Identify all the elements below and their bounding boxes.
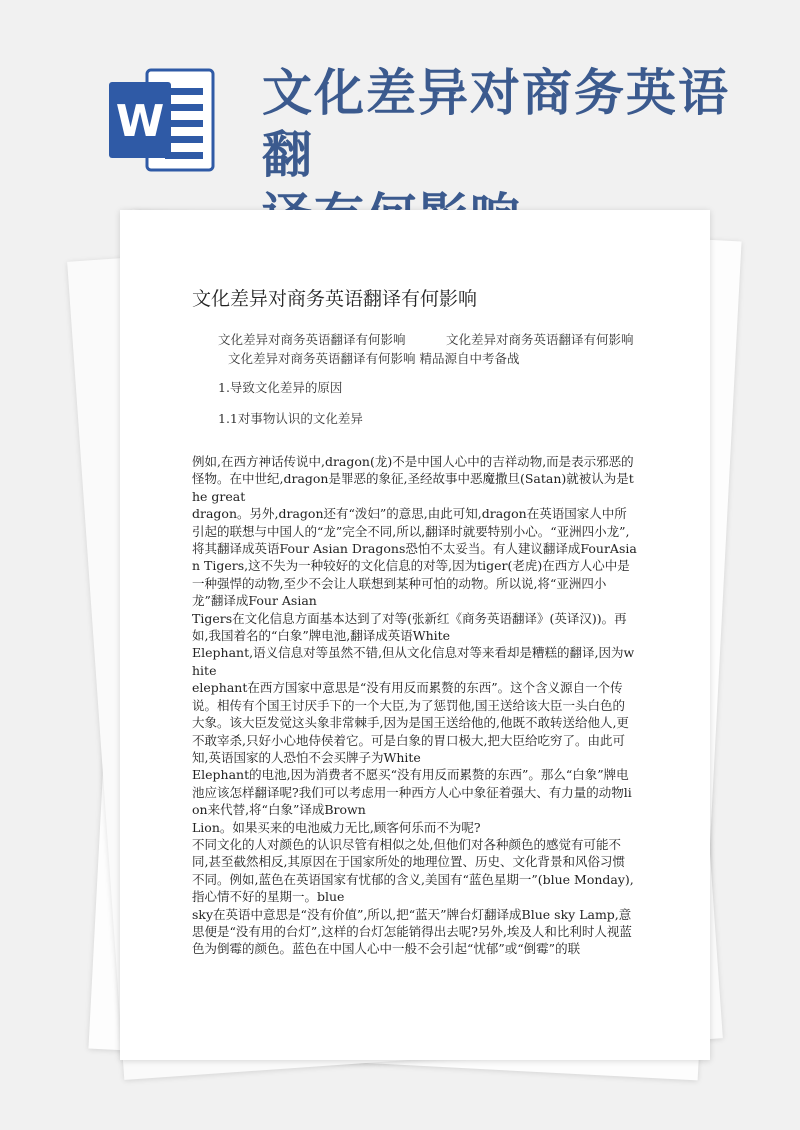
- paragraph: Elephant的电池,因为消费者不愿买“没有用反而累赘的东西”。那么“白象”牌电池应该怎样翻译呢?我们可以考虑用一种西方人心中象征着强大、有力量的动物lion来代替,将“白象”译成Brown: [192, 767, 632, 818]
- paragraph: 例如,在西方神话传说中,dragon(龙)不是中国人心中的吉祥动物,而是表示邪恶的怪物。在中世纪,dragon是罪恶的象征,圣经故事中恶魔撒旦(Satan)就被认为是the great: [192, 454, 634, 504]
- paragraph: 不同文化的人对颜色的认识尽管有相似之处,但他们对各种颜色的感觉有可能不同,甚至截然相反,其原因在于国家所处的地理位置、历史、文化背景和风俗习惯不同。例如,蓝色在英语国家有忧郁的含义,美国有“蓝色星期一”(blue Monday),指心情不好的星期一。blue: [192, 836, 634, 905]
- paragraph: sky在英语中意思是“没有价值”,所以,把“蓝天”牌台灯翻译成Blue sky Lamp,意思便是“没有用的台灯”,这样的台灯怎能销得出去呢?另外,埃及人和比利时人视蓝色为倒霉的颜色。蓝色在中国人心中一般不会引起“忧郁”或“倒霉”的联: [192, 906, 632, 957]
- document-title: 文化差异对商务英语翻译有何影响: [192, 288, 478, 310]
- intro-text-b: 文化差异对商务英语翻译有何影响: [446, 332, 634, 347]
- paragraph: Tigers在文化信息方面基本达到了对等(张新红《商务英语翻译》(英译汉))。再如,我国着名的“白象”牌电池,翻译成英语White: [192, 610, 627, 644]
- header-title-line1: 文化差异对商务英语翻: [262, 64, 730, 184]
- section-heading-1: 1.导致文化差异的原因: [218, 380, 343, 395]
- paragraph: Lion。如果买来的电池威力无比,顾客何乐而不为呢?: [192, 819, 481, 835]
- word-doc-icon: [107, 60, 217, 180]
- svg-text:W: W: [115, 96, 165, 147]
- intro-line1: [218, 330, 648, 349]
- document-page: [120, 210, 710, 1060]
- paragraph: dragon。另外,dragon还有“泼妇”的意思,由此可知,dragon在英语国家人中所引起的联想与中国人的“龙”完全不同,所以,翻译时就要特别小心。“亚洲四小龙”,将其翻译成英语Four Asian Dragons恐怕不太妥当。有人建议翻译成FourAsian Tigers,这不失为一种较好的文化信息的对等,因为tiger(老虎)在西方人心中是一种强悍的动物,至少不会让人联想到某种可怕的动物。所以说,将“亚洲四小龙”翻译成Four Asian: [192, 506, 637, 609]
- paragraph: Elephant,语义信息对等虽然不错,但从文化信息对等来看却是糟糕的翻译,因为white: [192, 645, 635, 678]
- intro-line2: 文化差异对商务英语翻译有何影响 精品源自中考备战: [228, 351, 520, 366]
- body-text: [192, 453, 637, 958]
- intro-block: [218, 330, 648, 368]
- paragraph: elephant在西方国家中意思是“没有用反而累赘的东西”。这个含义源自一个传说。相传有个国王讨厌手下的一个大臣,为了惩罚他,国王送给该大臣一头白色的大象。该大臣发觉这头象非常棘手,因为是国王送给他的,他既不敢转送给他人,更不敢宰杀,只好小心地侍侯着它。可是白象的胃口极大,把大臣给吃穷了。由此可知,英语国家的人恐怕不会买牌子为White: [192, 680, 629, 765]
- intro-text-a: 文化差异对商务英语翻译有何影响: [218, 332, 406, 347]
- header-banner: [0, 0, 800, 200]
- section-heading-1-1: 1.1对事物认识的文化差异: [218, 411, 363, 426]
